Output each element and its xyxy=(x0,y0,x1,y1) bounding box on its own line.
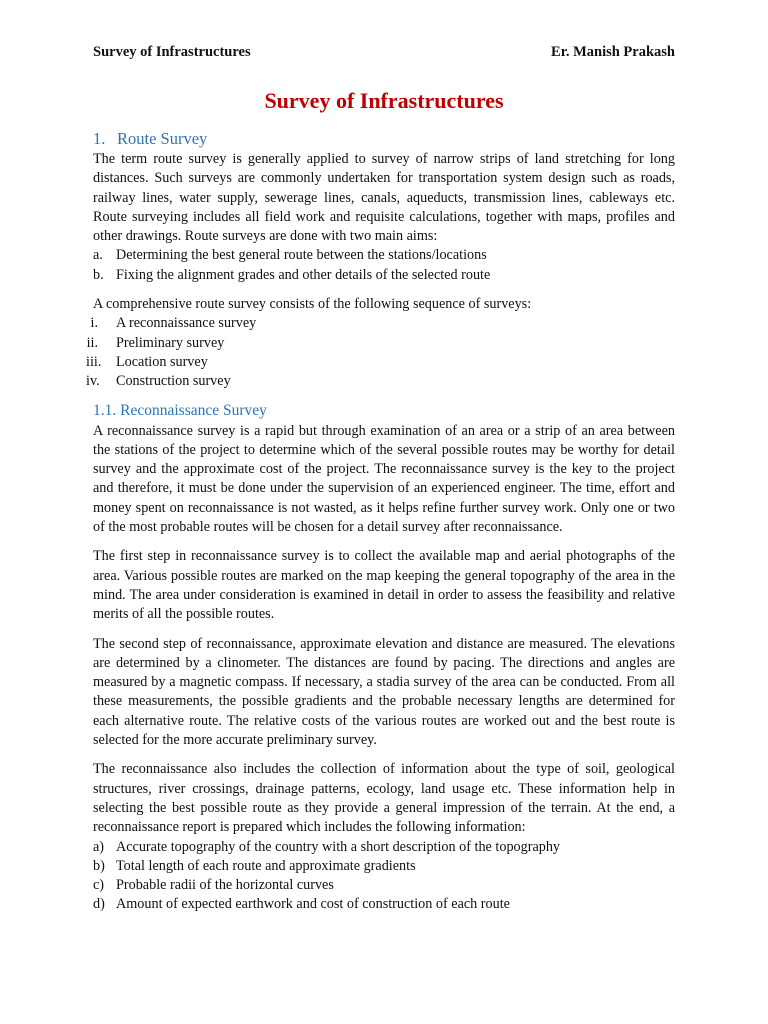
report-contents-list xyxy=(93,838,675,915)
reconnaissance-paragraph-1: A reconnaissance survey is a rapid but through examination of an area or a strip of an area between the stations of the project to determine which of the several possible routes may be worthy for detail survey and the approximate cost of the project. The reconnaissance survey is the key to the project and therefore, it must be done under the supervision of an experienced engineer. The time, effort and money spent on reconnaissance is not wasted, as it helps refine further survey work. Only one or two of the most probable routes will be chosen for a detail survey after reconnaissance. xyxy=(93,422,675,536)
list-item xyxy=(90,314,675,333)
reconnaissance-paragraph-2: The first step in reconnaissance survey is to collect the available map and aerial photographs of the area. Various possible routes are marked on the map keeping the general topography of the area in the mind. The area under consideration is examined in detail in order to assess the feasibility and relative merits of all the possible routes. xyxy=(93,548,675,623)
list-item-text: Amount of expected earthwork and cost of construction of each route xyxy=(116,896,510,913)
list-item xyxy=(93,266,675,285)
list-marker: d) xyxy=(93,896,105,913)
list-item xyxy=(86,334,675,353)
list-item-text: Fixing the alignment grades and other details of the selected route xyxy=(116,266,491,283)
list-item-text: Preliminary survey xyxy=(116,334,225,351)
list-item-text: Total length of each route and approximate gradients xyxy=(116,857,416,874)
survey-sequence-list xyxy=(86,314,675,391)
list-item-text: Determining the best general route between the stations/locations xyxy=(116,247,487,264)
section-1-number: 1. xyxy=(93,129,106,148)
section-1-1-heading: 1.1. Reconnaissance Survey xyxy=(93,401,267,419)
list-item xyxy=(93,838,675,857)
reconnaissance-paragraph-4: The reconnaissance also includes the collection of information about the type of soil, geological structures, river crossings, drainage patterns, ecology, land usage etc. These information help in selecting the best possible route as they provide a general impression of the terrain. At the end, a reconnaissance report is prepared which includes the following information: xyxy=(93,761,675,836)
reconnaissance-paragraph-3: The second step of reconnaissance, approximate elevation and distance are measured. The elevations are determined by a clinometer. The distances are found by pacing. The directions and angles are measured by a magnetic compass. If necessary, a stadia survey of the area can be conducted. From all these measurements, the possible gradients and the probable necessary lengths are determined for each alternative route. The relative costs of the various routes are worked out and the best route is selected for the more accurate preliminary survey. xyxy=(93,635,675,749)
document-body xyxy=(86,128,675,915)
list-item-text: Location survey xyxy=(116,353,208,370)
list-item xyxy=(93,857,675,876)
list-item xyxy=(93,246,675,265)
list-item-text: Construction survey xyxy=(116,373,231,390)
header-left-title: Survey of Infrastructures xyxy=(93,44,251,60)
header-author: Er. Manish Prakash xyxy=(551,44,675,60)
list-item-text: A reconnaissance survey xyxy=(116,315,257,332)
list-item-text: Accurate topography of the country with a short description of the topography xyxy=(116,838,561,855)
list-marker: b) xyxy=(93,857,105,874)
document-title: Survey of Infrastructures xyxy=(264,88,504,113)
list-item xyxy=(93,876,675,895)
list-item xyxy=(86,372,675,391)
list-marker: a) xyxy=(93,838,105,855)
list-marker: iv. xyxy=(86,373,100,390)
list-marker: a. xyxy=(93,247,103,264)
list-item xyxy=(93,895,675,914)
list-marker: c) xyxy=(93,877,105,894)
section-1-heading xyxy=(93,128,675,150)
route-survey-intro: The term route survey is generally applied to survey of narrow strips of land stretching for long distances. Such surveys are commonly undertaken for transportation system design such as roads, railway lines, water supply, sewerage lines, canals, aqueducts, transmission lines, cableways etc. Route surveying includes all field work and requisite calculations, together with maps, profiles and other drawings. Route surveys are done with two main aims: xyxy=(93,151,675,245)
route-survey-aims-list xyxy=(93,246,675,285)
list-marker: iii. xyxy=(86,353,102,370)
list-marker: i. xyxy=(90,315,98,332)
list-item-text: Probable radii of the horizontal curves xyxy=(116,877,334,894)
list-marker: b. xyxy=(93,266,104,283)
list-item xyxy=(86,353,675,372)
page-header xyxy=(93,44,675,62)
list-marker: ii. xyxy=(86,334,98,351)
section-1-title: Route Survey xyxy=(117,129,208,148)
sequence-intro: A comprehensive route survey consists of the following sequence of surveys: xyxy=(93,296,532,313)
